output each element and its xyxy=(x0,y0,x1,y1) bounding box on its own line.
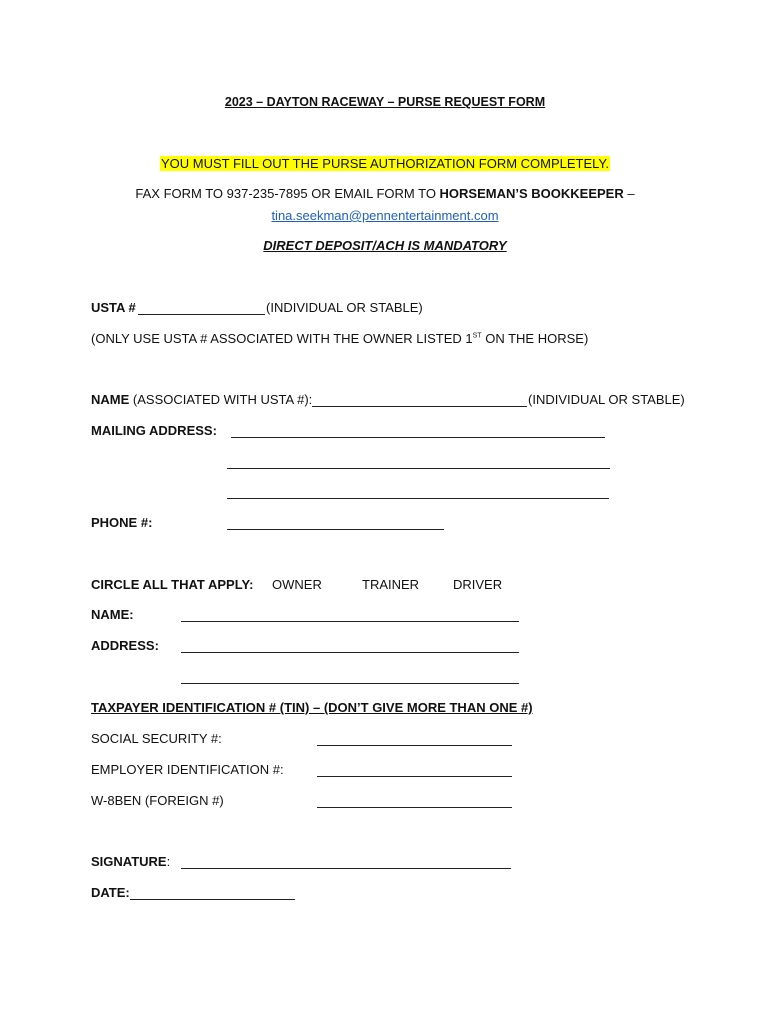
mailing-address-field-2[interactable] xyxy=(227,468,610,469)
circle-name-field[interactable] xyxy=(181,621,519,622)
name-field[interactable] xyxy=(312,406,527,407)
fax-suffix: – xyxy=(623,186,635,201)
usta-note-text: (ONLY USE USTA # ASSOCIATED WITH THE OWNER LISTED 1 xyxy=(91,331,473,346)
name-suffix: (INDIVIDUAL OR STABLE) xyxy=(528,392,685,407)
w8ben-label: W-8BEN (FOREIGN #) xyxy=(91,793,224,808)
circle-label: CIRCLE ALL THAT APPLY: xyxy=(91,577,254,592)
circle-address-field-1[interactable] xyxy=(181,652,519,653)
ein-field[interactable] xyxy=(317,776,512,777)
form-title: 2023 – DAYTON RACEWAY – PURSE REQUEST FORM xyxy=(224,95,546,109)
email-line xyxy=(0,208,770,223)
signature-label xyxy=(91,854,170,869)
name-label: NAME xyxy=(91,392,130,407)
bookkeeper-label: HORSEMAN’S BOOKKEEPER xyxy=(439,186,624,201)
mailing-address-field-1[interactable] xyxy=(231,437,605,438)
usta-note-superscript: ST xyxy=(472,332,482,340)
usta-label: USTA # xyxy=(91,300,136,315)
usta-note-suffix: ON THE HORSE) xyxy=(481,331,589,346)
w8ben-field[interactable] xyxy=(317,807,512,808)
ssn-field[interactable] xyxy=(317,745,512,746)
usta-note xyxy=(91,331,588,346)
mailing-address-field-3[interactable] xyxy=(227,498,609,499)
usta-suffix: (INDIVIDUAL OR STABLE) xyxy=(266,300,423,315)
circle-address-label: ADDRESS: xyxy=(91,638,159,653)
phone-field[interactable] xyxy=(227,529,444,530)
phone-label: PHONE #: xyxy=(91,515,153,530)
fax-text: FAX FORM TO 937-235-7895 OR EMAIL FORM TO xyxy=(135,186,440,201)
signature-field[interactable] xyxy=(181,868,511,869)
ein-label: EMPLOYER IDENTIFICATION #: xyxy=(91,762,284,777)
mailing-address-label: MAILING ADDRESS: xyxy=(91,423,217,438)
circle-address-field-2[interactable] xyxy=(181,683,519,684)
signature-colon: : xyxy=(166,854,171,869)
date-label: DATE: xyxy=(91,885,130,900)
notice-line xyxy=(0,156,770,171)
option-driver[interactable]: DRIVER xyxy=(453,577,503,592)
option-owner[interactable]: OWNER xyxy=(272,577,322,592)
authorization-notice: YOU MUST FILL OUT THE PURSE AUTHORIZATION FORM COMPLETELY. xyxy=(160,156,610,171)
direct-deposit-notice: DIRECT DEPOSIT/ACH IS MANDATORY xyxy=(263,238,507,253)
name-usta-label xyxy=(91,392,312,407)
ssn-label: SOCIAL SECURITY #: xyxy=(91,731,222,746)
email-link[interactable]: tina.seekman@pennentertainment.com xyxy=(271,208,499,223)
option-trainer[interactable]: TRAINER xyxy=(362,577,420,592)
signature-label-text: SIGNATURE xyxy=(91,854,167,869)
date-field[interactable] xyxy=(130,899,295,900)
usta-field[interactable] xyxy=(138,314,265,315)
name-paren: (ASSOCIATED WITH USTA #): xyxy=(129,392,313,407)
fax-instruction xyxy=(0,186,770,201)
circle-name-label: NAME: xyxy=(91,607,134,622)
tin-heading: TAXPAYER IDENTIFICATION # (TIN) – (DON’T GIVE MORE THAN ONE #) xyxy=(91,700,533,715)
